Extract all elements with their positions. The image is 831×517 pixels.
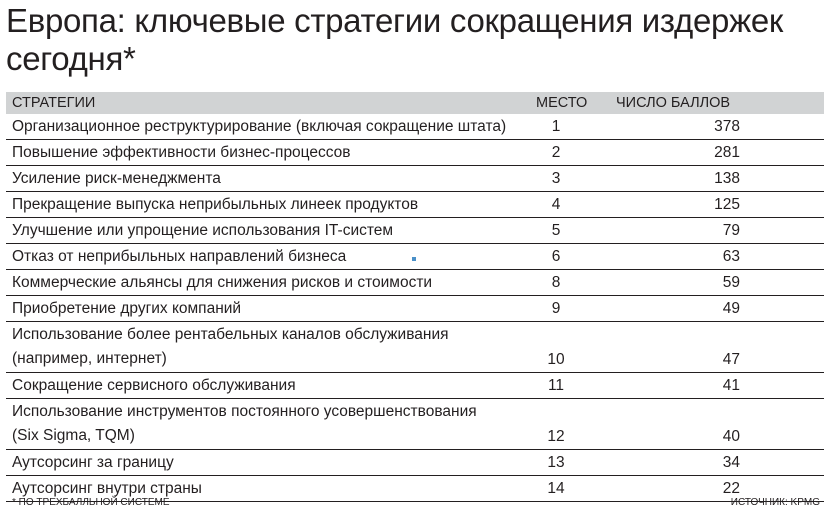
score-value: 79 — [722, 222, 740, 239]
score-value: 138 — [714, 170, 740, 187]
score-value: 59 — [722, 274, 740, 291]
table-row — [6, 270, 824, 296]
table-row — [6, 114, 824, 140]
score-value: 22 — [722, 480, 740, 497]
source-label: ИСТОЧНИК: KPMG — [730, 497, 820, 508]
score-value: 49 — [722, 300, 740, 317]
table-row — [6, 296, 824, 322]
chart-title: Европа: ключевые стратегии сокращения издержек сегодня* — [6, 2, 784, 77]
table-row — [6, 166, 824, 192]
footnote: * ПО ТРЕХБАЛЛЬНОЙ СИСТЕМЕ — [12, 497, 170, 508]
place-value: 6 — [551, 248, 561, 265]
score-value: 63 — [722, 248, 740, 265]
table-row — [6, 218, 824, 244]
table-row — [6, 373, 824, 399]
strategy-name: Сокращение сервисного обслуживания — [12, 377, 296, 394]
score-value: 47 — [722, 351, 740, 368]
place-value: 8 — [551, 274, 561, 291]
place-value: 11 — [547, 377, 565, 394]
strategy-name: Приобретение других компаний — [12, 300, 242, 317]
place-value: 1 — [551, 118, 561, 135]
decorative-dot — [412, 257, 416, 261]
strategy-name: Коммерческие альянсы для снижения рисков и стоимости — [12, 274, 433, 291]
place-value: 14 — [547, 480, 565, 497]
column-header-strategy: СТРАТЕГИИ — [12, 95, 96, 111]
strategy-name: Отказ от неприбыльных направлений бизнеса — [12, 248, 347, 265]
strategy-name: Аутсорсинг внутри страны — [12, 480, 202, 497]
place-value: 4 — [551, 196, 561, 213]
table-row — [6, 192, 824, 218]
score-value: 125 — [714, 196, 740, 213]
place-value: 2 — [551, 144, 561, 161]
place-value: 12 — [547, 428, 565, 445]
column-header-score: ЧИСЛО БАЛЛОВ — [616, 95, 731, 111]
score-value: 34 — [722, 454, 740, 471]
strategy-name: Прекращение выпуска неприбыльных линеек продуктов — [12, 196, 419, 213]
score-value: 378 — [714, 118, 740, 135]
table-header — [6, 92, 824, 114]
table-row — [6, 450, 824, 476]
score-value: 281 — [714, 144, 740, 161]
table-row — [6, 399, 824, 450]
table-row — [6, 322, 824, 373]
strategy-name: Улучшение или упрощение использования IT-систем — [12, 222, 394, 239]
place-value: 13 — [547, 454, 565, 471]
column-header-place: МЕСТО — [536, 95, 588, 111]
strategy-table — [6, 92, 824, 502]
strategy-name: Использование более рентабельных каналов обслуживания (например, интернет) — [12, 326, 449, 367]
score-value: 40 — [722, 428, 740, 445]
place-value: 10 — [547, 351, 565, 368]
score-value: 41 — [722, 377, 740, 394]
strategy-name: Повышение эффективности бизнес-процессов — [12, 144, 351, 161]
place-value: 5 — [551, 222, 561, 239]
table-row — [6, 140, 824, 166]
table-body — [6, 114, 824, 502]
strategy-name: Использование инструментов постоянного усовершенствования (Six Sigma, TQM) — [12, 403, 477, 444]
strategy-name: Аутсорсинг за границу — [12, 454, 174, 471]
place-value: 9 — [551, 300, 561, 317]
strategy-name: Усиление риск-менеджмента — [12, 170, 221, 187]
place-value: 3 — [551, 170, 561, 187]
strategy-name: Организационное реструктурирование (включая сокращение штата) — [12, 118, 507, 135]
